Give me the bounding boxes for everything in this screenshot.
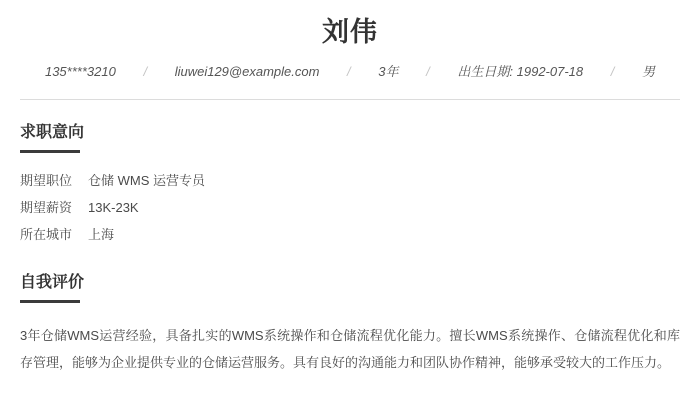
job-intention-fields [20,174,680,242]
field-row-expected-position [20,174,680,188]
phone-number: 135****3210 [44,64,116,79]
field-row-current-city [20,228,680,242]
self-evaluation-title: 自我评价 [20,274,85,291]
gender: 男 [642,64,656,79]
section-self-evaluation [20,274,680,376]
candidate-name: 刘伟 [322,17,378,47]
field-row-expected-salary [20,201,680,215]
job-intention-title: 求职意向 [20,124,85,141]
self-evaluation-content: 3年仓储WMS运营经验，具备扎实的WMS系统操作和仓储流程优化能力。擅长WMS系统操作、仓储流程优化和库存管理，能够为企业提供专业的仓储运营服务。具有良好的沟通能力和团队协作精神，能够承受较大的工作压力。 [20,328,680,370]
years-of-experience: 3年 [378,64,399,79]
expected-position-label: 期望职位 [20,173,73,188]
birth-date: 出生日期: 1992-07-18 [457,64,584,79]
contact-separator: / [610,64,615,79]
self-evaluation-underline [20,300,80,303]
expected-position-value: 仓储 WMS 运营专员 [88,173,205,188]
current-city-label: 所在城市 [20,227,73,242]
header-divider [20,99,680,100]
contact-separator: / [143,64,148,79]
section-job-intention [20,124,680,242]
current-city-value: 上海 [88,227,115,242]
contact-info [0,62,700,82]
contact-separator: / [347,64,351,79]
contact-separator: / [426,64,430,79]
job-intention-underline [20,150,80,153]
email-address: liuwei129@example.com [174,64,320,79]
expected-salary-label: 期望薪资 [20,200,73,215]
expected-salary-value: 13K-23K [88,200,139,215]
